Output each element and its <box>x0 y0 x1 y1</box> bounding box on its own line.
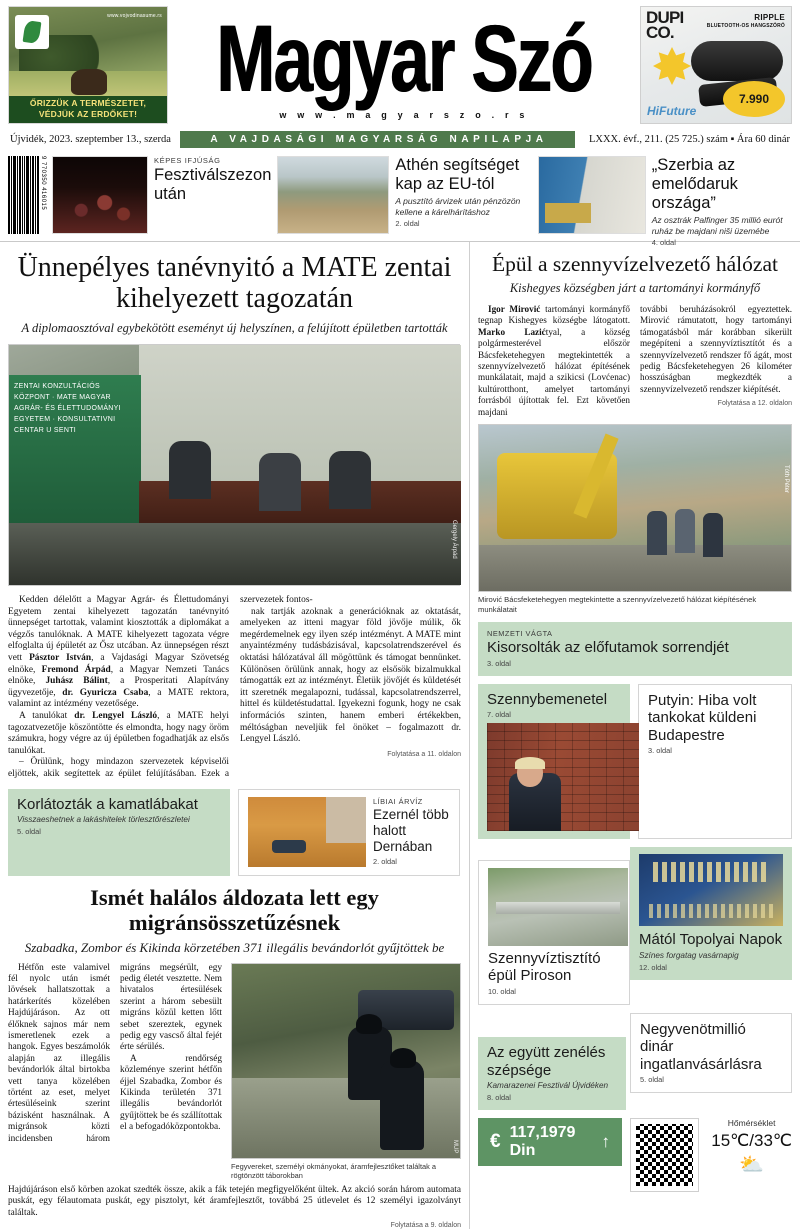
newspaper-logo: Magyar Szó <box>216 5 592 112</box>
migrant-paragraph-2: A rendőrség közleménye szerint hétfőn éjjel Szabadka, Zombor és Kikinda területén 371 illegális bevándorlót gyűjtöttek be és szállítottak el a befogadóközpontokba. <box>120 1053 222 1133</box>
product-labels <box>707 13 785 29</box>
construction-road <box>479 545 791 591</box>
seated-person-2 <box>329 451 371 509</box>
card-piros-page: 10. oldal <box>488 986 516 996</box>
migrant-body-wrap <box>8 963 461 1180</box>
teaser-item-1[interactable] <box>277 156 531 236</box>
rate-up-arrow-icon: ↑ <box>601 1132 610 1152</box>
right-name-1: Igor Mirović <box>488 304 541 314</box>
product-subtitle: BLUETOOTH-OS HANGSZÓRÓ <box>706 23 785 29</box>
teaser-sub-1: A pusztító árvizek után pénzözön kellene a kárelhárításhoz <box>395 196 521 217</box>
police-officer-2 <box>380 1060 424 1150</box>
weather-widget <box>711 1118 792 1175</box>
ad-caption <box>9 96 167 123</box>
lead-p6b-text: , a MATE helyi tagozatvezetője köszöntötte és elmondta, hogy nagy öröm számukra, hogy végre az új épületben fogadhatják az elsős tanulókat. <box>8 710 230 756</box>
building-shape <box>326 797 366 843</box>
card-negyven-page: 5. oldal <box>640 1075 664 1085</box>
card-kamat-page: 5. oldal <box>17 827 41 836</box>
card-zenes-title: Az együtt zenélés szépsége <box>487 1044 606 1079</box>
official-figure-2 <box>675 509 695 553</box>
right-photo-caption: Mirović Bácsfeketehegyen megtekintette a szennyvízelvezető hálózat kiépítésének munkálatait <box>478 595 757 614</box>
card-zenes-page: 8. oldal <box>487 1093 511 1103</box>
migrant-headline[interactable]: Ismét halálos áldozata lett egy migránsösszetűzésnek <box>90 884 379 935</box>
dupi-brand-label <box>646 10 683 40</box>
right-story-body <box>478 304 792 418</box>
barcode <box>8 156 46 234</box>
publication-date: Újvidék, 2023. szeptember 13., szerda <box>10 133 171 145</box>
teaser-title-0: Fesztiválszezon után <box>154 166 272 203</box>
lead-p4-text: , a Prosperitati Alapítvány ügyvezetője, <box>8 676 229 698</box>
card-kamat-title: Korlátozták a kamatlábakat <box>17 795 198 813</box>
footer-row <box>478 1110 792 1192</box>
card-libya[interactable] <box>238 789 460 876</box>
card-putyin[interactable] <box>638 684 792 840</box>
migrant-deck: Szabadka, Zombor és Kikinda körzetében 371 illegális bevándorlót gyűjtöttek be <box>24 939 445 955</box>
official-figure-1 <box>647 511 667 555</box>
teaser-title-2: „Szerbia az emelődaruk országa” <box>651 156 738 212</box>
card-putyin-page: 3. oldal <box>648 746 672 756</box>
card-kamat-sub: Visszaeshetnek a lakáshitelek törlesztőrészletei <box>17 815 190 824</box>
migrant-continued[interactable]: Folytatása a 9. oldalon <box>390 1222 461 1229</box>
vojvodinasume-logo-icon <box>15 15 49 49</box>
migrant-text-cols <box>8 963 222 1180</box>
migrant-paragraph-3: Hajdújáráson első körben azokat szedték össze, akik a fák tetején megfigyelőként ültek. Az akció során három automata puskát, egy félautomata puskát, egy pisztolyt, két áramfejlesztőt, továbbá 25 útlevelet és 12 személyi igazolványt találtak. <box>8 1184 461 1218</box>
teaser-item-2[interactable] <box>538 156 792 247</box>
dupi-brand-text2: CO. <box>646 23 674 42</box>
card-piros-title: Szennyvíztisztító épül Piroson <box>488 949 601 985</box>
police-helmet-2 <box>390 1048 416 1068</box>
right-paragraph-2: további beruházásokról egyeztettek. Mirović rámutatott, hogy tartományi támogatásból már korábban sikerült megépíteni a szennyvíztisztítót és a szennyvízelvezető rendszer fő ágát, most pedig Bácsfeketehegyen 26 kilométer hosszúságban megkezdték a szennyvízelvezető rendszer kiépítését. <box>640 304 792 394</box>
migrant-photo-credit: MUP <box>452 1140 458 1154</box>
libya-flood-photo <box>248 797 366 867</box>
currency-block <box>478 1110 622 1166</box>
main-content <box>0 242 800 1229</box>
exchange-rate-value: 117,1979 Din <box>509 1124 576 1160</box>
man-hair <box>515 757 545 769</box>
right-paragraph-1 <box>478 304 630 418</box>
szenny-photo <box>487 723 639 831</box>
newspaper-slogan: A VAJDASÁGI MAGYARSÁG NAPILAPJA <box>180 131 575 148</box>
lead-photo-credit: Gergely Árpád <box>451 520 457 559</box>
qr-code[interactable] <box>630 1118 699 1192</box>
speaker-person <box>169 441 211 499</box>
card-nemzeti-vagta[interactable] <box>478 622 792 676</box>
weather-label: Hőmérséklet <box>727 1118 776 1129</box>
card-libya-text <box>373 797 450 866</box>
dirt-road <box>232 1078 460 1158</box>
lead-continued[interactable]: Folytatása a 11. oldalon <box>387 750 461 758</box>
teaser-item-0[interactable] <box>8 156 271 236</box>
lead-photo <box>8 344 460 586</box>
card-topolya-page: 12. oldal <box>639 962 667 972</box>
card-kamatlabak[interactable] <box>8 789 230 876</box>
migrant-paragraph-1: Hétfőn este valamivel fél nyolc után ismét lövések hallatszottak a határkerítés közelében Hajdújáráson. Az ott élőknek sajnos már nem ismeretlenek ezek a hangok. Egyes beszámolók alapján az illegális bevándorlók által birtokba vett tanya közelében történt az eset, melyet értesüléseink szerint bázisként használnak. A migránsok közti incidensben három migráns megsérült, egy pedig életét vesztette. Nem hivatalos értesülések szerint a három sebesült migráns közül ketten lőtt sebet szereztek, egynek pedig egy vascső által fejét érte sérülés. <box>8 962 222 1144</box>
poster-banner-bottom <box>649 904 773 918</box>
flood-aerial-photo <box>277 156 389 234</box>
card-egyutt-zeneles[interactable] <box>478 1037 626 1110</box>
card-vagta-title: Kisorsolták az előfutamok sorrendjét <box>487 639 729 657</box>
website-url: w w w . m a g y a r s z o . r s <box>279 110 529 120</box>
lead-p1-text: Kedden délelőtt a Magyar Agrár- és Élettudományi Egyetem zentai kihelyezett tagozatán tanévnyitó ünnepséget tartottak, valamint kiosztották a diplomákat a végzős tanulóknak. A MATE kihelyezett tagozata végre elfoglalta új épületét az Ősz utcában. Az ünnepségen részt vett <box>8 595 229 663</box>
issue-info: LXXX. évf., 211. (25 725.) szám ▪ Ára 60 dinár <box>588 133 790 145</box>
lead-paragraph-4: nak tartják azoknak a generációknak az oktatását, amelyeken az itteni magyar föld jövője múlik, ők megérdemelnek egy ilyen szép intézményt. A MATE mint anyaintézmény tudásbázisával, kapcsolatrendszerével és oktatási hálózatával áll mögöttünk és támogat bennünket. Különösen örülünk annak, hogy az elsősök bizalmukkal támogatták ezt az intézményt. Életük jövőjét és küldetését itt szeretnék megalapozni, tudással, kapcsolatrendszerrel, hittel és küldetéstudattal. Igyekezni fogunk, hogy ne csak információs szinten, hanem emberi értékekben, méltóságban neveljük fel önöket – fogalmazott dr. Lengyel László. <box>240 606 461 745</box>
teaser-text-2 <box>651 156 792 247</box>
product-name: RIPPLE <box>754 13 785 22</box>
exchange-rate-bar[interactable] <box>478 1118 622 1166</box>
poster-banner-top <box>653 862 769 882</box>
ad-caption-line1: ŐRIZZÜK A TERMÉSZETET, <box>29 98 147 108</box>
mate-banner-text: ZENTAI KONZULTÁCIÓS KÖZPONT · MATE MAGYAR AGRÁR- ÉS ÉLETTUDOMÁNYI EGYETEM · KONSULTATIVNI CENTAR U SENTI <box>14 383 121 434</box>
card-szenny-page: 7. oldal <box>487 710 511 720</box>
lead-deck: A diplomaosztóval egybekötött eseményt új helyszínen, a felújított épületben tartották <box>21 321 448 335</box>
teaser-sub-2: Az osztrák Palfinger 35 millió eurót ruház be majdani niši üzemébe <box>651 215 783 236</box>
ad-vojvodinasume[interactable] <box>8 6 168 124</box>
card-vagta-page: 3. oldal <box>487 658 511 668</box>
lead-name-5: dr. Lengyel László <box>74 710 158 721</box>
card-szennybemenetel[interactable] <box>478 684 630 840</box>
right-headline[interactable]: Épül a szennyvízelvezető hálózat <box>492 252 778 276</box>
submerged-car <box>272 840 306 853</box>
lead-p5-text: , a MATE rektora, valamint az intézmény vezetősége. <box>8 687 229 710</box>
plant-railing <box>496 902 620 914</box>
left-column <box>8 242 470 1229</box>
teaser-text-1 <box>395 156 531 236</box>
lead-p3-text: , a Magyar Nemzeti Tanács elnöke, <box>8 664 229 687</box>
card-putyin-title: Putyin: Hiba volt tankokat küldeni Budapestre <box>648 691 757 744</box>
deer-illustration <box>71 69 107 95</box>
card-libya-kicker: LÍBIAI ÁRVÍZ <box>373 796 423 806</box>
lead-p2-text: , a Vajdasági Magyar Szövetség elnöke, <box>8 652 230 675</box>
right-photo-credit: Tóth Péter <box>783 465 789 494</box>
lead-name-2: Fremond Árpád <box>41 664 111 675</box>
palfinger-award-photo <box>538 156 646 234</box>
concert-crowd-photo <box>52 156 148 234</box>
ad-dupi-speaker[interactable] <box>640 6 792 124</box>
card-topolya-title: Mától Topolyai Napok <box>639 931 783 949</box>
mate-banner <box>9 375 141 525</box>
partly-cloudy-icon: ⛅ <box>739 1154 765 1177</box>
rail-row-5 <box>478 1037 792 1110</box>
lead-paragraph-2 <box>8 711 229 757</box>
card-negyven-title: Negyvenötmillió dinár ingatlanvásárlásra <box>640 1020 762 1073</box>
piros-plant-photo <box>488 868 628 946</box>
lead-body <box>8 595 461 781</box>
dupi-brand-text: DUPI <box>646 8 684 27</box>
card-libya-title: Ezernél több halott Dernában <box>373 806 449 854</box>
euro-icon: € <box>490 1131 501 1153</box>
right-deck: Kishegyes községben járt a tartományi kormányfő <box>509 281 761 295</box>
barcode-digits: 9 770350 416015 <box>40 156 47 211</box>
teaser-page-1: 2. oldal <box>395 219 420 228</box>
rail-spacer-2 <box>634 1037 792 1110</box>
starburst-icon <box>653 47 691 85</box>
card-piros[interactable] <box>478 860 630 1005</box>
dateline-bar <box>0 128 800 150</box>
card-topolya-sub: Színes forgatag vasárnapig <box>639 950 739 960</box>
right-continued[interactable]: Folytatása a 12. oldalon <box>717 400 792 408</box>
card-szenny-title: Szennybemenetel <box>487 690 608 708</box>
ad-url-label: www.vojvodinasume.rs <box>107 13 162 19</box>
teaser-text-0 <box>154 156 271 236</box>
sewage-construction-photo <box>478 424 792 592</box>
weather-block <box>630 1118 792 1192</box>
migrant-police-photo <box>231 963 461 1159</box>
topolya-poster <box>639 854 783 926</box>
weather-temperature: 15℃/33℃ <box>711 1131 792 1151</box>
lead-name-1: Pásztor István <box>29 652 92 663</box>
lead-paragraph-3: – Örülünk, hogy mindazon szervezetek képviselői eljöttek, akik segítettek az épület felújításában. Ezek a szervezetek fontos- <box>8 595 313 779</box>
card-libya-page: 2. oldal <box>373 856 397 866</box>
speaker-product-image <box>691 41 783 81</box>
official-figure-3 <box>703 513 723 557</box>
right-name-2: Marko Lazić <box>478 326 546 337</box>
lead-headline[interactable]: Ünnepélyes tanévnyitó a MATE zentai kihelyezett tagozatán <box>17 252 452 314</box>
masthead-center <box>168 6 640 120</box>
qr-code-pattern <box>636 1124 693 1186</box>
right-text-a: tartományi kormányfő tegnap Kishegyes községbe látogatott. <box>478 304 630 326</box>
migrant-photo-caption: Fegyvereket, személyi okmányokat, áramfejlesztőket találtak a rögtönzött táborokban <box>231 1161 436 1180</box>
teaser-kicker-0: KÉPES IFJÚSÁG <box>154 156 221 165</box>
lead-paragraph-1 <box>8 595 229 711</box>
teaser-title-1: Athén segítséget kap az EU-tól <box>395 156 520 193</box>
price-badge: 7.990 <box>723 81 785 117</box>
left-cards-row <box>8 789 461 876</box>
rail-row-1 <box>478 684 792 840</box>
lead-p6a-text: A tanulókat <box>19 710 75 721</box>
right-text-c: tyal, a község polgármesterével először Bácsfeketehegyen megtekintették a szennyvízelvezető hálózat építésének munkálatait, majd a szikicsi (Lovćenac) kultúrotthont, amelyet tartományi forrásból újítottak fel. Ezt követően majdani <box>478 326 630 417</box>
leaf-icon <box>23 20 42 44</box>
hifuture-logo: HiFuture <box>647 104 697 118</box>
ad-caption-line2: VÉDJÜK AZ ERDŐKET! <box>38 109 138 119</box>
card-vagta-kicker: NEMZETI VÁGTA <box>487 629 553 639</box>
teaser-page-2: 4. oldal <box>651 238 676 247</box>
audience-crowd <box>9 523 461 585</box>
seated-person-1 <box>259 453 301 511</box>
police-helmet-1 <box>356 1014 382 1034</box>
teaser-strip <box>0 150 800 247</box>
masthead <box>0 0 800 128</box>
migrant-photo-box <box>231 963 461 1180</box>
lead-name-3: Juhász Bálint <box>45 676 108 687</box>
right-column <box>470 242 792 1229</box>
lead-name-4: dr. Gyuricza Csaba <box>62 687 149 698</box>
card-zenes-sub: Kamarazenei Fesztivál Újvidéken <box>487 1081 609 1091</box>
